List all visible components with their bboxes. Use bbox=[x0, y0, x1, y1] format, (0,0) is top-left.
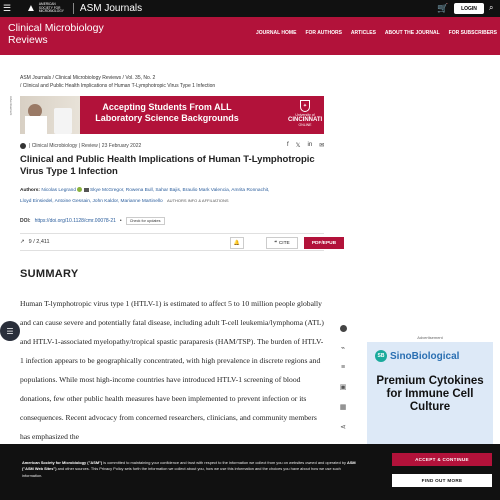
metrics-value: 9 / 2,411 bbox=[28, 239, 50, 245]
doi-link[interactable]: https://doi.org/10.1128/cmr.00078-21 bbox=[34, 218, 116, 224]
side-ad[interactable] bbox=[367, 342, 493, 452]
asm-logo[interactable] bbox=[26, 3, 69, 14]
bell-icon[interactable]: 🔔 bbox=[230, 237, 244, 249]
uc-logo bbox=[288, 100, 322, 127]
share-bar bbox=[287, 142, 324, 149]
asm-logo-text: AMERICAN SOCIETY FOR MICROBIOLOGY bbox=[38, 2, 64, 14]
nav-articles[interactable]: ARTICLES bbox=[350, 30, 376, 36]
doi-label: DOI: bbox=[20, 218, 31, 224]
toc-button[interactable]: ☰ bbox=[0, 321, 20, 341]
find-out-more-button[interactable]: FIND OUT MORE bbox=[392, 474, 492, 487]
top-bar bbox=[0, 0, 500, 17]
author-links-2[interactable]: Lloyd Einsiedel, Antoine Gessain, John Kaldor, Marianne Martinello bbox=[20, 198, 163, 204]
author-links[interactable]: Skye McGregor, Rowena Bull, Sahar Bajis, Braulio Mark Valencia, Amrita Ronnachit, bbox=[90, 188, 270, 193]
doi bbox=[20, 217, 165, 225]
nav-for-authors[interactable]: FOR AUTHORS bbox=[305, 30, 342, 36]
crest-icon: ✦ bbox=[300, 100, 310, 112]
cookie-text-c: ASM ("ASM Web Sites") bbox=[22, 460, 356, 472]
cookie-text-d: and other sources. This Privacy Policy sets forth the information we collect about you, how we use this information and the choices you have about how we use such information. bbox=[22, 466, 341, 478]
breadcrumb-path[interactable]: ASM Journals / Clinical Microbiology Reviews / Vol. 35, No. 2 bbox=[20, 75, 156, 81]
trend-icon: ↗ bbox=[20, 239, 25, 245]
authors-label: Authors: bbox=[20, 188, 40, 193]
cite-button[interactable] bbox=[266, 237, 298, 249]
article-title: Clinical and Public Health Implications of Human T-Lymphotropic Virus Type 1 Infection bbox=[20, 154, 315, 177]
email-icon[interactable]: ✉ bbox=[319, 143, 325, 149]
cookie-text-b: is committed to maintaining your confidence and trust with respect to the information we collect from you on websites owned and operated by bbox=[102, 460, 348, 465]
author-link[interactable]: Nicolas Legrand bbox=[41, 188, 76, 193]
article-meta bbox=[20, 143, 141, 149]
asm-logo-icon: ▲ bbox=[26, 3, 36, 14]
nav-journal-home[interactable]: JOURNAL HOME bbox=[255, 30, 297, 36]
x-icon[interactable]: 𝕏 bbox=[295, 143, 301, 149]
metrics-icon[interactable]: ⌁ bbox=[340, 345, 346, 352]
ad-label: Advertisement bbox=[9, 96, 13, 116]
article-meta-text: | Clinical Microbiology | Review | 23 February 2022 bbox=[29, 143, 142, 149]
sino-logo-a: Sino bbox=[390, 350, 412, 362]
authors-info-link[interactable]: AUTHORS INFO & AFFILIATIONS bbox=[167, 197, 229, 203]
nav-about-journal[interactable]: ABOUT THE JOURNAL bbox=[384, 30, 440, 36]
cookie-text-a: American Society for Microbiology ("ASM") bbox=[22, 460, 103, 465]
asm-journals-brand[interactable]: ASM Journals bbox=[79, 3, 143, 14]
sino-logo-badge: SB bbox=[375, 350, 387, 362]
share-icon[interactable]: ⋖ bbox=[340, 424, 346, 431]
divider bbox=[73, 3, 74, 14]
mail-icon[interactable] bbox=[84, 188, 89, 192]
uc-logo-main: CINCINNATI bbox=[288, 117, 323, 123]
sino-logo-text bbox=[390, 351, 459, 362]
breadcrumb-current: / Clinical and Public Health Implications of Human T-Lymphotropic Virus Type 1 Infection bbox=[20, 83, 216, 89]
pdf-epub-button[interactable]: PDF/EPUB bbox=[304, 237, 344, 249]
quote-icon: ❝ bbox=[274, 240, 277, 246]
ad-banner[interactable] bbox=[20, 96, 324, 134]
ad-photo bbox=[20, 96, 80, 134]
authors bbox=[20, 186, 330, 206]
cite-label: CITE bbox=[278, 240, 290, 246]
menu-icon[interactable]: ☰ bbox=[2, 3, 12, 13]
table-icon[interactable]: ▦ bbox=[339, 404, 347, 411]
uc-logo-top: University of bbox=[295, 113, 315, 117]
open-access-icon bbox=[20, 143, 26, 149]
journal-nav bbox=[256, 30, 497, 36]
journal-header bbox=[0, 17, 500, 55]
metrics[interactable] bbox=[20, 239, 50, 245]
login-button[interactable]: LOGIN bbox=[454, 3, 484, 14]
info-icon[interactable] bbox=[340, 325, 347, 332]
uc-logo-sub: ONLINE bbox=[298, 123, 312, 127]
side-tools bbox=[338, 325, 348, 431]
metrics-row bbox=[20, 233, 337, 251]
breadcrumb bbox=[20, 74, 215, 90]
dot-separator: • bbox=[119, 218, 122, 224]
linkedin-icon[interactable]: in bbox=[307, 142, 313, 148]
nav-for-subscribers[interactable]: FOR SUBSCRIBERS bbox=[448, 30, 497, 36]
side-ad-headline: Premium Cytokines for Immune Cell Culture bbox=[376, 375, 484, 413]
orcid-icon[interactable] bbox=[77, 187, 82, 192]
facebook-icon[interactable]: f bbox=[287, 142, 289, 148]
list-icon[interactable]: ≡ bbox=[340, 364, 346, 371]
sino-logo-b: Biological bbox=[411, 350, 460, 362]
cookie-text bbox=[22, 460, 362, 479]
summary-heading: SUMMARY bbox=[20, 268, 79, 280]
cart-icon[interactable]: 🛒 bbox=[437, 3, 449, 13]
sino-logo bbox=[375, 350, 459, 362]
image-icon[interactable]: ▣ bbox=[339, 384, 347, 391]
journal-title[interactable]: Clinical Microbiology Reviews bbox=[8, 22, 104, 46]
search-icon[interactable]: ⌕ bbox=[489, 3, 494, 12]
summary-body: Human T-lymphotropic virus type 1 (HTLV-1) is estimated to affect 5 to 10 million people globally and can cause severe and potentially fatal disease, including adult T-cell leukemia/lymphoma (ATL) and HTLV-1-associated myelopathy/tropical spastic paraparesis (HAM/TSP). The burden of HTLV-1 infection appears to be geographically concentrated, with high prevalence in discrete regions and populations. While most high-income countries have introduced HTLV-1 screening of blood donations, few other public health measures have been implemented to prevent infection or its consequences. Recent advocacy from concerned researchers, clinicians, and community members has emphasized the bbox=[20, 299, 324, 441]
check-for-updates[interactable]: Check for updates bbox=[126, 217, 165, 225]
ad-text: Accepting Students From ALL Laboratory Science Backgrounds bbox=[95, 102, 239, 123]
side-ad-label: Advertisement bbox=[417, 335, 443, 340]
accept-continue-button[interactable]: ACCEPT & CONTINUE bbox=[392, 453, 492, 466]
